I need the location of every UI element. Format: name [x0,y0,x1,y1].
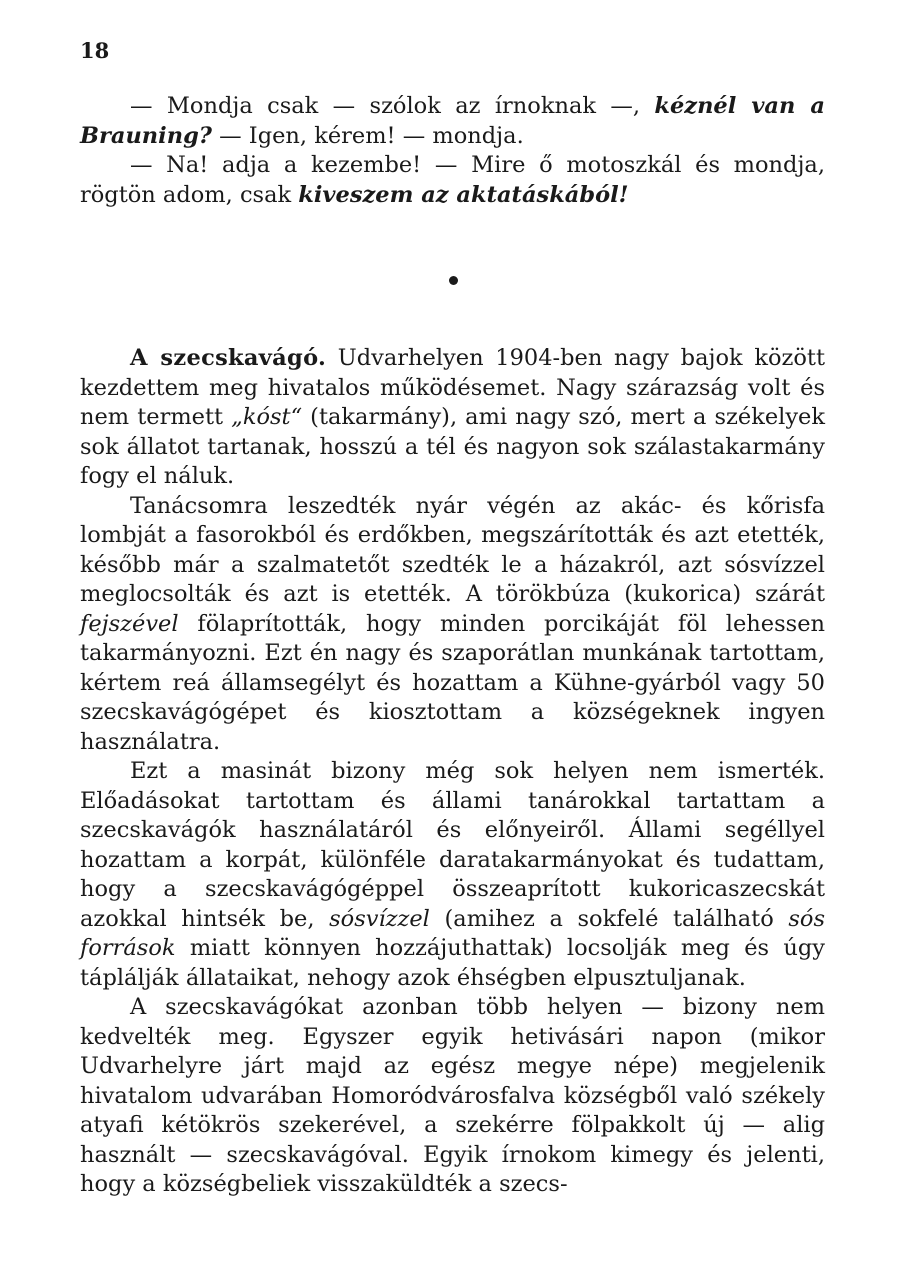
emphasis: „kóst“ [231,404,303,430]
dialogue-block [80,92,825,210]
paragraph: Ezt a masinát bizony még sok helyen nem ismerték. Előadásokat tartottam és állami tanárokkal tartattam a szecskavágók használatáról és előnyeiről. Állami segéllyel hozattam a korpát, különféle daratakarmányokat és tudattam, hogy a szecskavágógéppel összeaprított kukoricaszecskát azokkal hintsék be, sósvízzel (amihez a sokfelé található sós források miatt könnyen hozzájuthattak) locsolják meg és úgy táplálják állataikat, nehogy azok éhségben elpusztuljanak. [80,758,825,991]
section-separator [449,276,458,285]
section-heading: A szecskavágó. [130,345,327,371]
emphasis: sós források [80,905,825,961]
paragraph: Tanácsomra leszedték nyár végén az akác- és kőrisfa lombját a fasorokból és erdőkben, megszárították és azt etették, később már a szalmatetőt szedték le a házakról, azt sósvízzel meglocsolták és azt is etették. A törökbúza (kukorica) szárát fejszével fölaprították, hogy minden porcikáját föl lehessen takarmányozni. Ezt én nagy és szaporátlan munkának tartottam, kértem reá államsegélyt és hozattam a Kühne-gyárból vagy 50 szecskavágógépet és kiosztottam a községeknek ingyen használatra. [80,492,825,755]
paragraph: A szecskavágókat azonban több helyen — bizony nem kedvelték meg. Egyszer egyik hetivásári napon (mikor Udvarhelyre járt majd az egész megye népe) megjelenik hivatalom udvarában Homoródvárosfalva községből való székely atyafi kétökrös szekerével, a szekérre fölpakkolt új — alig használt — szecskavágóval. Egyik írnokom kimegy és jelenti, hogy a községbeliek visszaküldték a szecs- [80,994,825,1197]
emphasis: fejszével [80,610,179,637]
page-number: 18 [80,38,110,63]
emphasis: sósvízzel [329,905,430,932]
emphasis: kéznél van a Brauning? [80,93,825,149]
dialogue-line: — Na! adja a kezembe! — Mire ő motoszkál és mondja, rögtön adom, csak kiveszem az aktatáskából! [80,152,825,208]
section-body [80,344,825,1200]
emphasis: kiveszem az aktatáskából! [298,181,629,208]
dialogue-line: — Mondja csak — szólok az írnoknak —, kéznél van a Brauning? — Igen, kérem! — mondja. [80,93,825,149]
paragraph: A szecskavágó. Udvarhelyen 1904-ben nagy bajok között kezdettem meg hivatalos működésemet. Nagy szárazság volt és nem termett „kóst“ (takarmány), ami nagy szó, mert a székelyek sok állatot tartanak, hosszú a tél és nagyon sok szálastakarmány fogy el náluk. [80,345,826,489]
